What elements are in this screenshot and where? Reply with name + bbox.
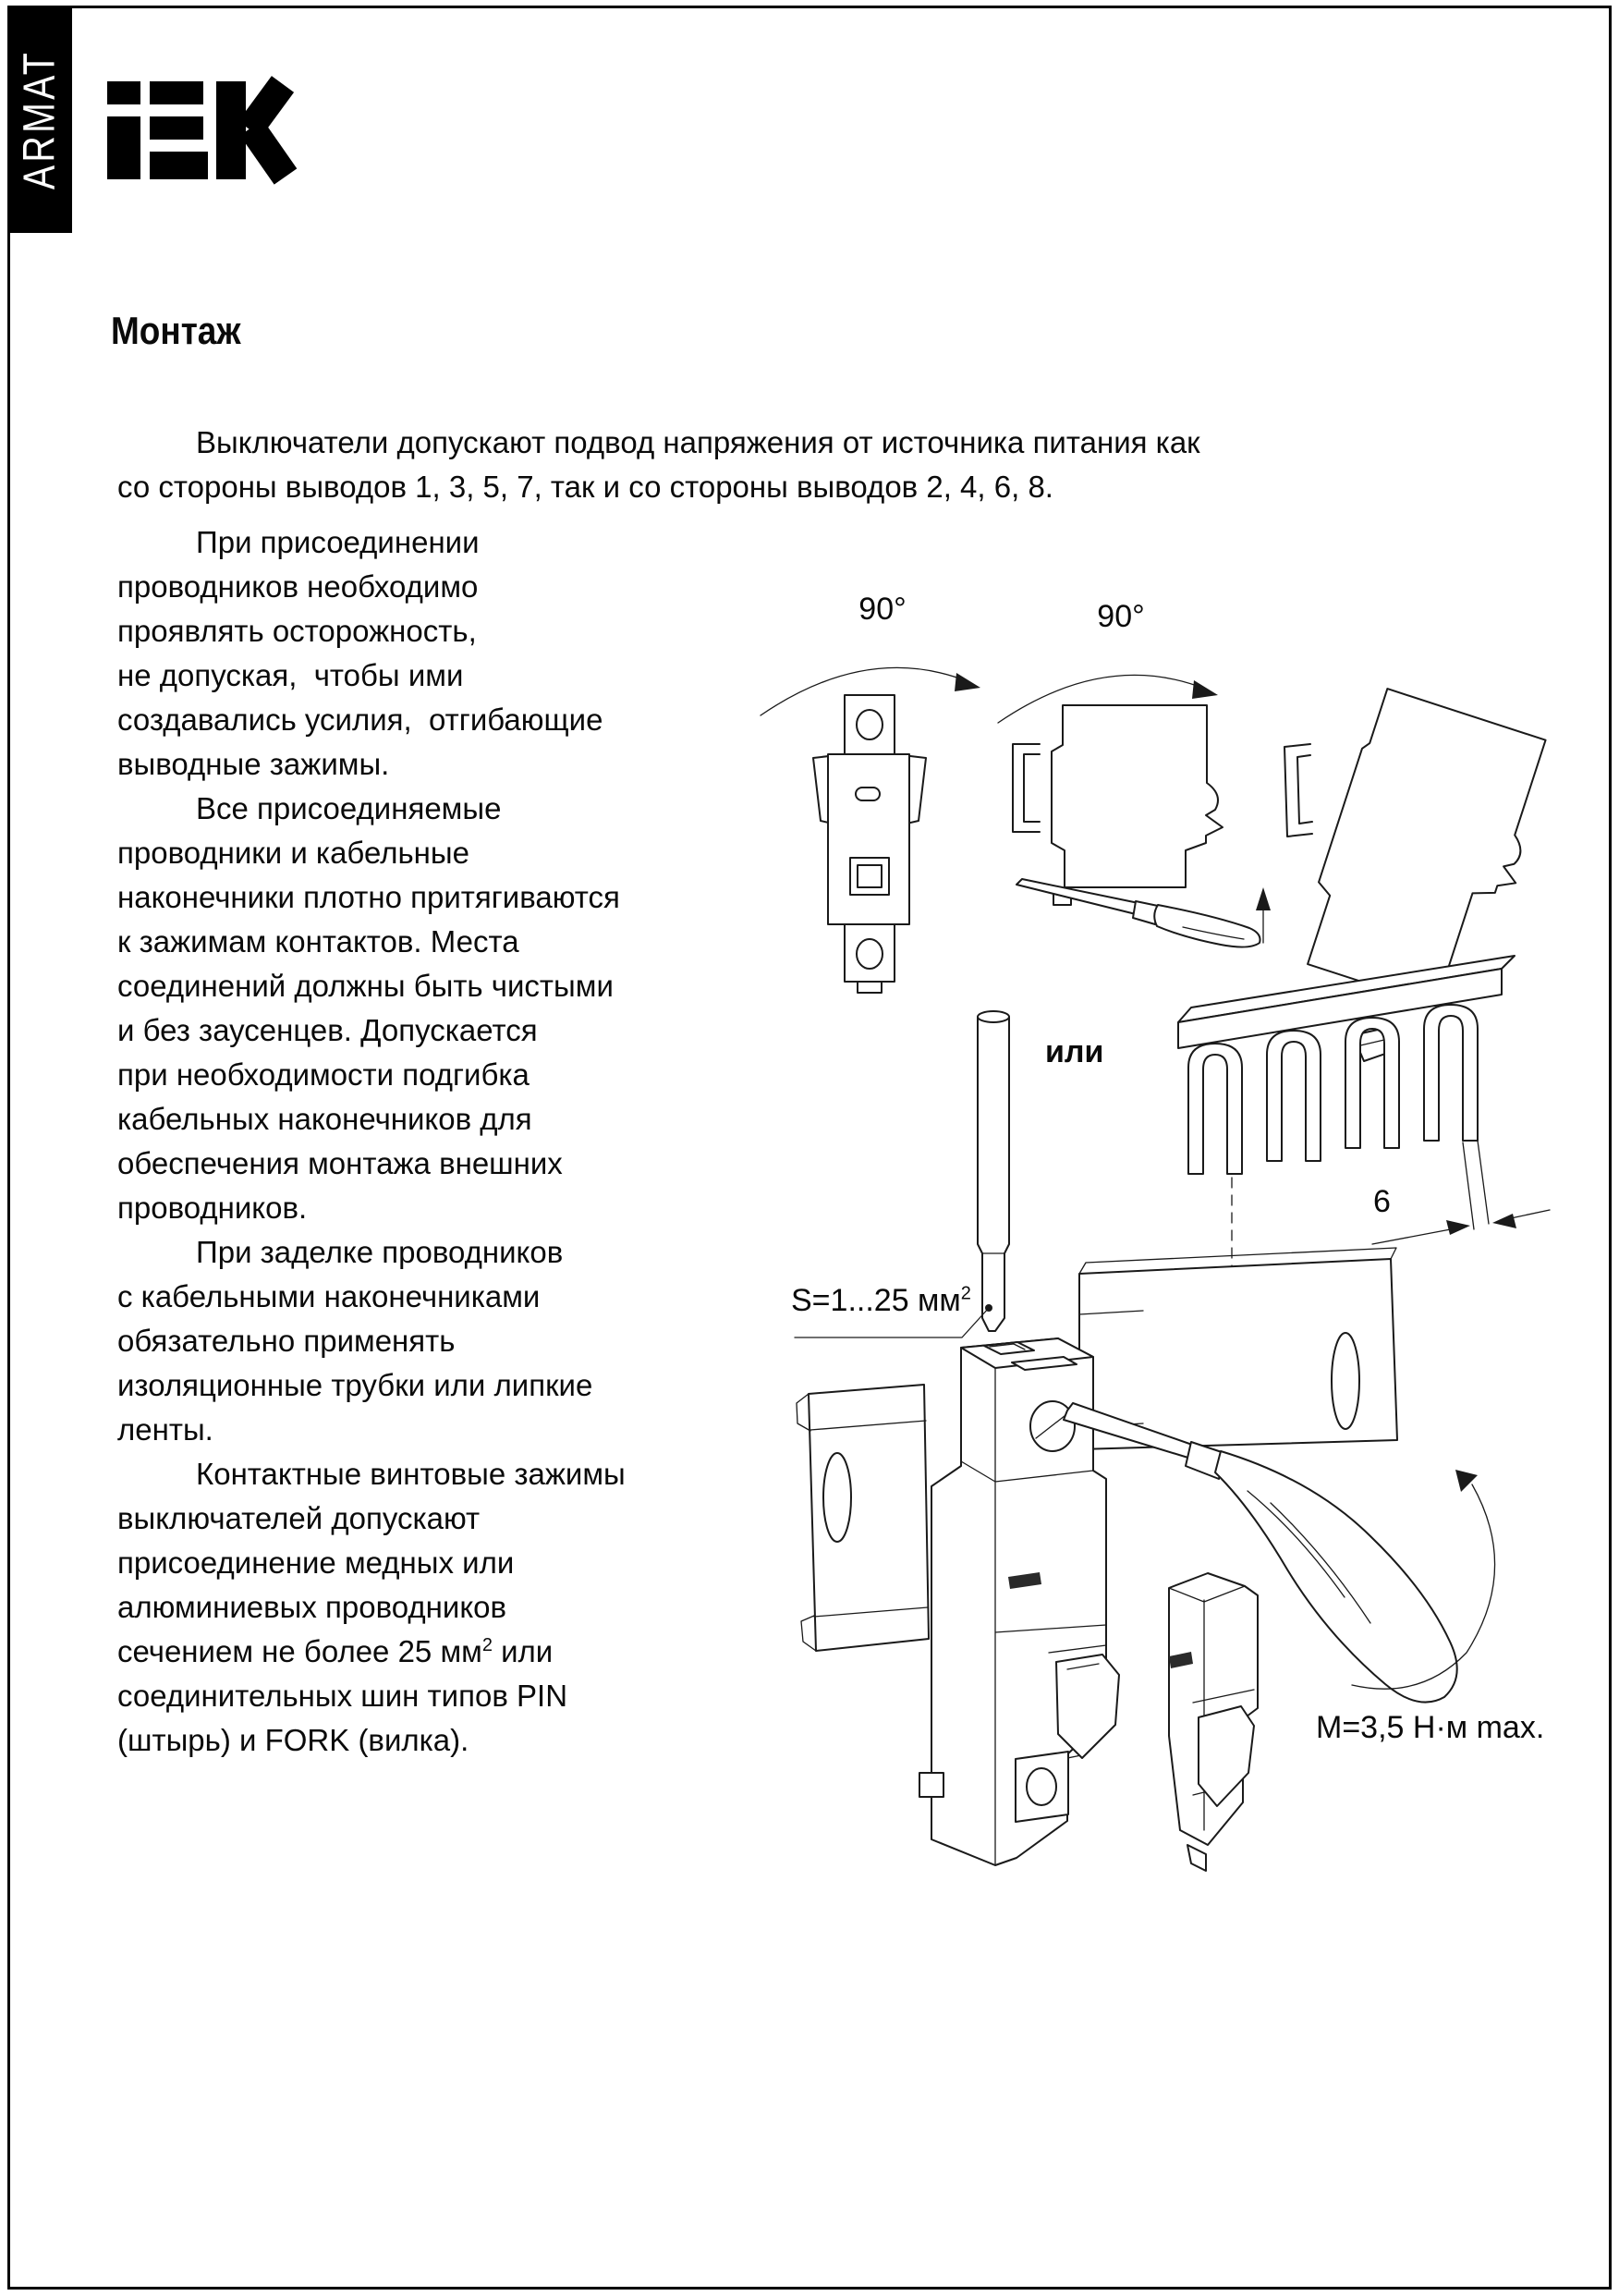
text-line: соединительных шин типов PIN xyxy=(117,1679,568,1713)
wire-section-label: S=1...25 $мм^2$ xyxy=(791,1283,971,1318)
text-line: при необходимости подгибка xyxy=(117,1057,530,1092)
text-line: При присоединении xyxy=(196,525,480,559)
text-line: и без заусенцев. Допускается xyxy=(117,1013,538,1047)
body-text-column xyxy=(117,520,709,1763)
text-line: соединений должны быть чистыми xyxy=(117,969,614,1003)
text-line: создавались усилия, отгибающие xyxy=(117,702,603,737)
text-line: кабельных наконечников для xyxy=(117,1102,532,1136)
text-line: (штырь) и FORK (вилка). xyxy=(117,1723,469,1757)
text-line: присоединение медных или xyxy=(117,1545,515,1580)
text-line: со стороны выводов 1, 3, 5, 7, так и со стороны выводов 2, 4, 6, 8. xyxy=(117,470,1053,504)
fork-width-dimension-label: 6 xyxy=(1373,1184,1391,1219)
text-line: к зажимам контактов. Места xyxy=(117,924,519,959)
torque-label: M=3,5 Н·м max. xyxy=(1316,1710,1545,1745)
text-line: обязательно применять xyxy=(117,1324,456,1358)
text-line: проводники и кабельные xyxy=(117,836,469,870)
mounting-assembly-drawing xyxy=(781,1218,1539,1884)
or-label: или xyxy=(1045,1034,1104,1069)
text-line: наконечники плотно притягиваются xyxy=(117,880,620,914)
iek-logo xyxy=(107,81,288,179)
series-sidebar xyxy=(7,6,72,233)
series-label: ARMAT xyxy=(15,49,65,189)
text-line: проводников необходимо xyxy=(117,569,479,604)
text-line: проявлять осторожность, xyxy=(117,614,477,648)
page-title: Монтаж xyxy=(111,309,241,352)
text-line: ленты. xyxy=(117,1412,213,1447)
breaker-on-rail-side-view-drawing xyxy=(998,696,1286,947)
text-line: Контактные винтовые зажимы xyxy=(196,1457,626,1491)
text-line: с кабельными наконечниками xyxy=(117,1279,541,1313)
intro-paragraph xyxy=(117,421,1522,509)
text-line: выключателей допускают xyxy=(117,1501,481,1535)
rotation-angle-label-1: 90° xyxy=(858,592,907,627)
text-line: алюминиевых проводников xyxy=(117,1590,507,1624)
text-line: проводников. xyxy=(117,1191,308,1225)
text-line: Выключатели допускают подвод напряжения от источника питания как xyxy=(196,425,1200,459)
text-line: выводные зажимы. xyxy=(117,747,390,781)
text-line: сечением не более 25 $мм^2$ или xyxy=(117,1634,554,1668)
text-line: не допуская, чтобы ими xyxy=(117,658,464,692)
text-line: При заделке проводников xyxy=(196,1235,564,1269)
rotation-angle-label-2: 90° xyxy=(1097,599,1145,634)
text-line: Все присоединяемые xyxy=(196,791,502,825)
text-line: изоляционные трубки или липкие xyxy=(117,1368,593,1402)
text-line: обеспечения монтажа внешних xyxy=(117,1146,563,1180)
